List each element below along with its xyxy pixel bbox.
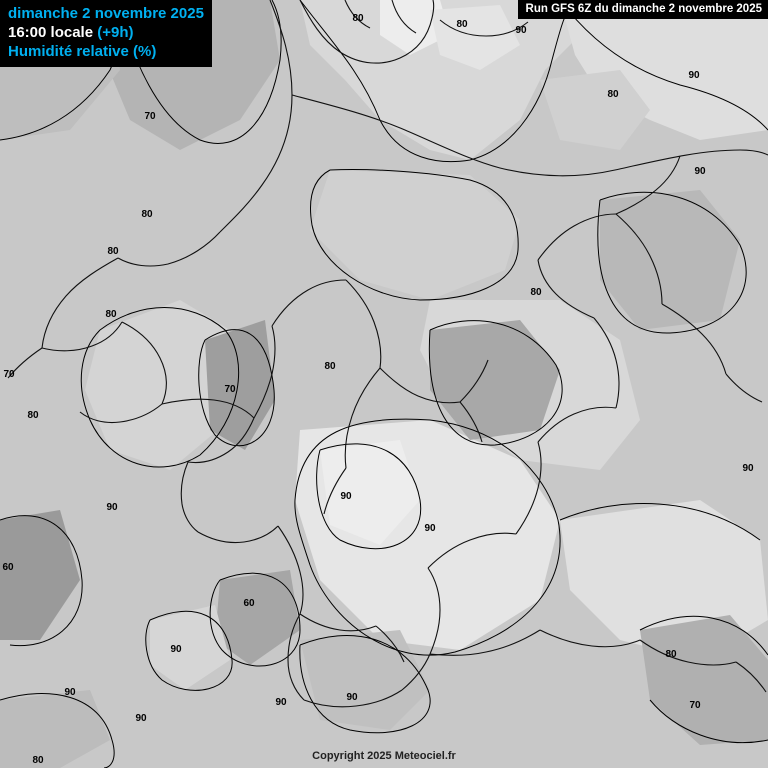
contour-label: 90 — [340, 491, 352, 502]
contour-label: 80 — [107, 246, 119, 257]
contour-label: 70 — [689, 700, 701, 711]
contour-label: 60 — [243, 598, 255, 609]
contour-label: 80 — [530, 287, 542, 298]
contour-label: 90 — [170, 644, 182, 655]
contour-label: 80 — [607, 89, 619, 100]
contour-label: 80 — [27, 410, 39, 421]
contour-label: 90 — [135, 713, 147, 724]
contour-label: 90 — [424, 523, 436, 534]
contour-label: 90 — [275, 697, 287, 708]
copyright-notice: Copyright 2025 Meteociel.fr — [312, 750, 456, 762]
map-header-left — [0, 0, 212, 67]
forecast-time — [8, 23, 204, 42]
contour-label: 80 — [141, 209, 153, 220]
contour-label: 80 — [456, 19, 468, 30]
parameter-label: Humidité relative (%) — [8, 43, 157, 60]
contour-label: 70 — [144, 111, 156, 122]
contour-label: 60 — [2, 562, 14, 573]
forecast-offset: (+9h) — [97, 24, 134, 41]
contour-label: 90 — [694, 166, 706, 177]
contour-label: 70 — [224, 384, 236, 395]
contour-label: 90 — [742, 463, 754, 474]
contour-label: 80 — [105, 309, 117, 320]
contour-label: 90 — [64, 687, 76, 698]
contour-label: 80 — [32, 755, 44, 766]
contour-label: 90 — [346, 692, 358, 703]
contour-label: 90 — [106, 502, 118, 513]
contour-label: 70 — [3, 369, 15, 380]
contour-label: 80 — [324, 361, 336, 372]
forecast-time-value: 16:00 locale — [8, 24, 94, 41]
contour-label: 80 — [352, 13, 364, 24]
contour-label: 90 — [688, 70, 700, 81]
contour-label: 90 — [515, 25, 527, 36]
contour-label: 80 — [665, 649, 677, 660]
forecast-date: dimanche 2 novembre 2025 — [8, 5, 204, 22]
model-run-info: Run GFS 6Z du dimanche 2 novembre 2025 — [518, 0, 768, 19]
